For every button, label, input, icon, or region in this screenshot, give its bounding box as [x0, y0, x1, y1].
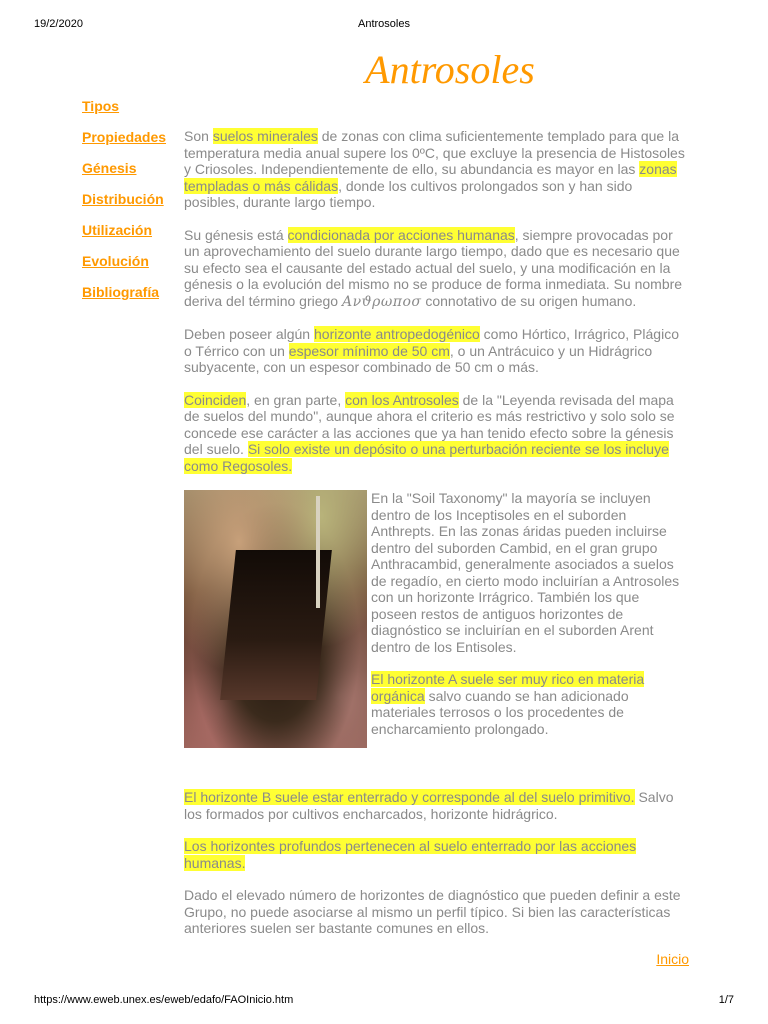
greek-term: Ανϑρωποσ	[341, 293, 422, 310]
back-to-start-link[interactable]: Inicio	[656, 950, 689, 967]
highlight: condicionada por acciones humanas	[287, 226, 515, 243]
print-url: https://www.eweb.unex.es/eweb/edafo/FAOInicio.htm	[34, 994, 294, 1006]
paragraph-genesis: Su génesis está condicionada por acciones humanas, siempre provocadas por un aprovechamiento del suelo durante largo tiempo, dado que es necesario que su efecto sea el causante del estado actual del suelo, y una modificación en la génesis o la evolución del mismo no se produce de forma inmediata. Su nombre deriva del término griego Ανϑρωποσ connotativo de su origen humano.	[184, 226, 683, 310]
paragraph-taxonomy: En la "Soil Taxonomy" la mayoría se incluyen dentro de los Inceptisoles en el suborden Anthrepts. En las zonas áridas pueden incluirse dentro del suborden Cambid, en el gran grupo Anthracambid, generalmente asociados a suelos de regadío, en cierto modo incluirían a Antrosoles con un horizonte Irrágrico. También los que poseen restos de antiguos horizontes de diagnóstico se incluirían en el suborden Arent dentro de los Entisoles.	[371, 490, 680, 655]
print-title: Antrosoles	[358, 18, 410, 30]
figure-block	[184, 490, 689, 775]
nav-link-bibliografia[interactable]: Bibliografía	[82, 284, 160, 300]
nav-link-evolucion[interactable]: Evolución	[82, 253, 149, 269]
highlight: Coinciden	[184, 391, 247, 408]
highlight: Los horizontes profundos pertenecen al suelo enterrado por las acciones humanas.	[184, 838, 637, 871]
highlight: espesor mínimo de 50 cm	[288, 342, 450, 359]
highlight: horizonte antropedogénico	[314, 326, 480, 342]
paragraph-deep-horizons	[184, 838, 689, 871]
paragraph-location: Son suelos minerales de zonas con clima suficientemente templado para que la temperatura media anual supere los 0ºC, que excluye la presencia de Histosoles y Criosoles. Independientemente de ello, su abundancia es mayor en las zonas templadas o más cálidas, donde los cultivos prolongados son y han sido posibles, durante largo tiempo.	[184, 128, 685, 210]
figure-text	[371, 490, 689, 753]
highlight: El horizonte B suele estar enterrado y corresponde al del suelo primitivo.	[184, 789, 635, 805]
nav-link-distribucion[interactable]: Distribución	[82, 191, 164, 207]
measuring-pole	[316, 496, 320, 608]
nav-link-propiedades[interactable]: Propiedades	[82, 129, 167, 145]
paragraph-legend: Coinciden, en gran parte, con los Antrosoles de la "Leyenda revisada del mapa de suelos del mundo", aunque ahora el criterio es más restrictivo y solo solo se concede ese carácter a las acciones que ya han tenido efecto sobre la génesis del suelo. Si solo existe un depósito o una perturbación reciente se los incluye como Regosoles.	[184, 391, 675, 474]
highlight: Si solo existe un depósito o una perturbación reciente se los incluye como Regosoles.	[184, 441, 669, 474]
highlight: zonas templadas o más cálidas	[184, 161, 677, 194]
highlight: con los Antrosoles	[345, 391, 459, 408]
soil-profile-photo	[184, 490, 367, 748]
highlight: El horizonte A suele ser muy rico en materia orgánica	[371, 671, 645, 704]
paragraph-horizon-b: El horizonte B suele estar enterrado y corresponde al del suelo primitivo. Salvo los formados por cultivos encharcados, horizonte hidrágrico.	[184, 789, 674, 822]
nav-link-genesis[interactable]: Génesis	[82, 160, 137, 176]
paragraph-horizons: Deben poseer algún horizonte antropedogénico como Hórtico, Irrágrico, Plágico o Térrico con un espesor mínimo de 50 cm, o un Antrácuico y un Hidrágrico subyacente, con un espesor combinado de 50 cm o más.	[184, 326, 679, 375]
print-page-number: 1/7	[718, 994, 734, 1006]
highlight: suelos minerales	[212, 128, 318, 144]
print-date: 19/2/2020	[34, 18, 83, 30]
paragraph-horizon-a: El horizonte A suele ser muy rico en materia orgánica salvo cuando se han adicionado materiales terrosos o los procedentes de encharcamiento prolongado.	[371, 671, 645, 737]
side-nav	[82, 96, 166, 313]
paragraph-conclusion: Dado el elevado número de horizontes de diagnóstico que pueden definir a este Grupo, no puede asociarse al mismo un perfil típico. Si bien las características anteriores suelen ser bastante comunes en ellos.	[184, 887, 681, 936]
nav-link-tipos[interactable]: Tipos	[82, 98, 120, 114]
main-content	[184, 128, 689, 967]
page-title: Antrosoles	[365, 47, 535, 92]
nav-link-utilizacion[interactable]: Utilización	[82, 222, 153, 238]
